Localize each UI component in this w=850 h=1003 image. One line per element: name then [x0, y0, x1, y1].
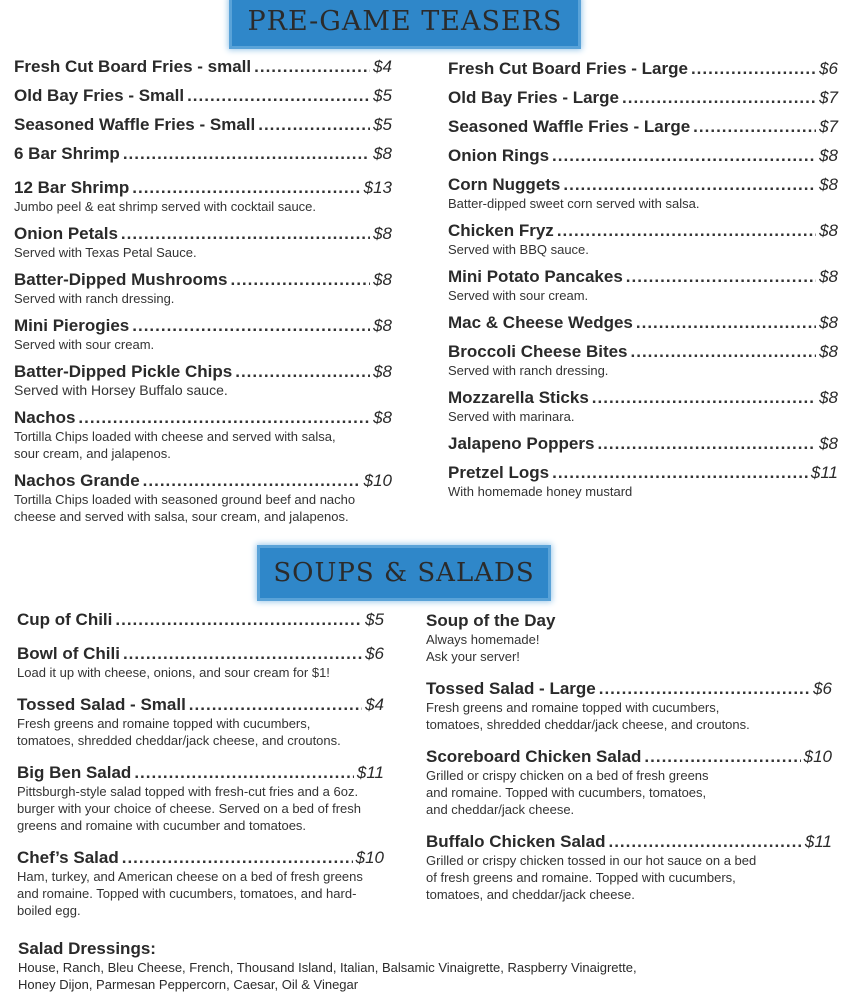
menu-item-description: Served with Horsey Buffalo sauce. — [14, 382, 228, 398]
menu-item — [17, 610, 384, 630]
menu-item-name: Big Ben Salad — [17, 763, 132, 782]
dot-leader — [122, 848, 353, 868]
menu-item-row — [14, 86, 392, 106]
menu-item-row — [14, 144, 392, 164]
dot-leader — [592, 388, 816, 408]
menu-item-name: Seasoned Waffle Fries - Large — [448, 117, 691, 136]
menu-item-price: $8 — [373, 316, 392, 335]
menu-item-row — [448, 146, 838, 166]
dot-leader — [121, 224, 370, 244]
soups-right-column — [426, 611, 832, 917]
dot-leader — [189, 695, 362, 715]
menu-item — [426, 679, 832, 733]
menu-item — [14, 178, 392, 215]
menu-item-row — [448, 221, 838, 241]
menu-item-name: Buffalo Chicken Salad — [426, 832, 606, 851]
menu-item-description: Pittsburgh-style salad topped with fresh-cut fries and a 6oz. burger with your choice of cheese. Served on a bed of fresh greens and romaine with cucumber and tomatoes. — [17, 784, 361, 833]
menu-item-description: Served with sour cream. — [14, 337, 155, 352]
dot-leader — [132, 316, 370, 336]
menu-item-description: With homemade honey mustard — [448, 484, 633, 499]
dot-leader — [563, 175, 816, 195]
menu-item-row — [14, 471, 392, 491]
menu-item-name: Cup of Chili — [17, 610, 113, 629]
dot-leader — [557, 221, 816, 241]
menu-item — [14, 86, 392, 106]
menu-item-row — [17, 610, 384, 630]
menu-item-price: $6 — [819, 59, 838, 78]
menu-item-description: Served with ranch dressing. — [448, 363, 609, 378]
menu-item-description: Load it up with cheese, onions, and sour cream for $1! — [17, 665, 330, 680]
dot-leader — [626, 267, 816, 287]
menu-item-price: $8 — [819, 175, 838, 194]
menu-item-row — [448, 59, 838, 79]
menu-item — [448, 388, 838, 425]
menu-item-description: Served with BBQ sauce. — [448, 242, 589, 257]
menu-item-row — [448, 117, 838, 137]
menu-item — [17, 644, 384, 681]
menu-item-name: Nachos Grande — [14, 471, 140, 490]
menu-item-price: $13 — [363, 178, 392, 197]
dot-leader — [631, 342, 817, 362]
menu-item — [448, 463, 838, 500]
menu-item-price: $8 — [373, 144, 392, 163]
menu-item-row — [448, 175, 838, 195]
menu-item-row — [448, 267, 838, 287]
dot-leader — [230, 270, 370, 290]
menu-item-description: Served with Texas Petal Sauce. — [14, 245, 197, 260]
menu-item-row — [14, 115, 392, 135]
menu-item-description: Grilled or crispy chicken on a bed of fresh greens and romaine. Topped with cucumbers, tomatoes, and cheddar/jack cheese. — [426, 768, 709, 817]
menu-item-price: $4 — [373, 57, 392, 76]
menu-item — [17, 695, 384, 749]
menu-item-name: Mozzarella Sticks — [448, 388, 589, 407]
menu-item-price: $10 — [355, 848, 384, 867]
menu-item — [14, 144, 392, 164]
dot-leader — [693, 117, 816, 137]
menu-item — [14, 115, 392, 135]
menu-item-description: Grilled or crispy chicken tossed in our hot sauce on a bed of fresh greens and romaine. Topped with cucumbers, tomatoes, and cheddar/jack cheese. — [426, 853, 757, 902]
menu-item-price: $4 — [365, 695, 384, 714]
menu-item-price: $11 — [356, 763, 384, 782]
menu-item-price: $8 — [373, 408, 392, 427]
menu-item-name: Jalapeno Poppers — [448, 434, 595, 453]
dot-leader — [599, 679, 810, 699]
menu-item-price: $10 — [803, 747, 832, 766]
menu-item — [14, 57, 392, 77]
dot-leader — [636, 313, 816, 333]
dot-leader — [115, 610, 362, 630]
menu-item-name: Batter-Dipped Pickle Chips — [14, 362, 233, 381]
dot-leader — [644, 747, 800, 767]
dot-leader — [691, 59, 816, 79]
menu-item-price: $8 — [819, 342, 838, 361]
menu-item-name: Tossed Salad - Small — [17, 695, 186, 714]
menu-item-description: Ham, turkey, and American cheese on a bed of fresh greens and romaine. Topped with cucumbers, tomatoes, and hard- boiled egg. — [17, 869, 363, 918]
menu-item-row — [448, 463, 838, 483]
menu-item-name: Broccoli Cheese Bites — [448, 342, 628, 361]
dot-leader — [552, 146, 816, 166]
dot-leader — [622, 88, 816, 108]
menu-item-price: $8 — [819, 434, 838, 453]
menu-item-name: Bowl of Chili — [17, 644, 120, 663]
dot-leader — [597, 434, 816, 454]
menu-item — [17, 763, 384, 834]
dot-leader — [143, 471, 361, 491]
dot-leader — [235, 362, 370, 382]
menu-item-price: $11 — [810, 463, 838, 482]
menu-item-name: Mini Pierogies — [14, 316, 130, 335]
menu-item — [448, 117, 838, 137]
menu-item-description: Tortilla Chips loaded with cheese and served with salsa, sour cream, and jalapenos. — [14, 429, 336, 461]
menu-item-name: 6 Bar Shrimp — [14, 144, 120, 163]
menu-item — [448, 59, 838, 79]
menu-item-description: Always homemade! Ask your server! — [426, 632, 540, 664]
menu-item-price: $8 — [819, 146, 838, 165]
dot-leader — [134, 763, 354, 783]
menu-item-name: Tossed Salad - Large — [426, 679, 596, 698]
menu-item-price: $8 — [373, 270, 392, 289]
section-banner-pre-game-teasers: PRE-GAME TEASERS — [232, 0, 578, 46]
menu-item-row — [426, 747, 832, 767]
dot-leader — [254, 57, 370, 77]
menu-item-row — [17, 644, 384, 664]
menu-item — [448, 434, 838, 454]
menu-item — [448, 267, 838, 304]
soups-salads-section — [0, 610, 850, 933]
menu-item-name: Soup of the Day — [426, 611, 556, 630]
salad-dressings — [0, 939, 838, 1003]
menu-item — [17, 848, 384, 919]
menu-item — [448, 146, 838, 166]
dot-leader — [78, 408, 370, 428]
menu-item-row — [448, 313, 838, 333]
dot-leader — [187, 86, 370, 106]
menu-item-row — [448, 342, 838, 362]
menu-item-row — [426, 832, 832, 852]
menu-item-row — [14, 57, 392, 77]
menu-item-price: $6 — [365, 644, 384, 663]
menu-item-row — [426, 611, 832, 631]
menu-item-row — [448, 388, 838, 408]
menu-item-name: Mini Potato Pancakes — [448, 267, 623, 286]
menu-item-name: Old Bay Fries - Small — [14, 86, 185, 105]
menu-item-name: Corn Nuggets — [448, 175, 561, 194]
menu-item — [14, 408, 392, 462]
dot-leader — [552, 463, 808, 483]
menu-item-description: Served with ranch dressing. — [14, 291, 175, 306]
menu-item-price: $7 — [819, 117, 838, 136]
menu-item-row — [448, 434, 838, 454]
salad-dressings-heading: Salad Dressings: — [18, 939, 156, 958]
menu-item-row — [426, 679, 832, 699]
menu-item-name: Onion Petals — [14, 224, 118, 243]
menu-item-price: $8 — [819, 221, 838, 240]
dot-leader — [132, 178, 360, 198]
teasers-left-column — [14, 57, 392, 534]
menu-item-row — [14, 316, 392, 336]
section-banner-soups-salads: SOUPS & SALADS — [260, 548, 548, 598]
menu-item-price: $5 — [365, 610, 384, 629]
menu-item-row — [17, 848, 384, 868]
menu-item — [448, 313, 838, 333]
menu-item-row — [14, 362, 392, 382]
menu-item-row — [17, 695, 384, 715]
menu-item-price: $10 — [363, 471, 392, 490]
menu-item — [426, 747, 832, 818]
menu-item-price: $8 — [373, 224, 392, 243]
menu-item-row — [14, 178, 392, 198]
menu-item-price: $7 — [819, 88, 838, 107]
soups-left-column — [17, 610, 384, 933]
menu-item-description: Fresh greens and romaine topped with cucumbers, tomatoes, shredded cheddar/jack cheese, and croutons. — [426, 700, 750, 732]
menu-item-row — [14, 408, 392, 428]
menu-item-description: Served with marinara. — [448, 409, 575, 424]
menu-item-price: $6 — [813, 679, 832, 698]
menu-item-name: Onion Rings — [448, 146, 550, 165]
menu-item — [448, 88, 838, 108]
menu-item — [448, 342, 838, 379]
menu-item-name: Fresh Cut Board Fries - Large — [448, 59, 688, 78]
menu-item — [14, 316, 392, 353]
menu-item-price: $8 — [819, 313, 838, 332]
menu-item-name: Scoreboard Chicken Salad — [426, 747, 642, 766]
menu-item — [14, 224, 392, 261]
menu-item-price: $11 — [804, 832, 832, 851]
menu-item — [426, 611, 832, 665]
menu-item-description: Batter-dipped sweet corn served with salsa. — [448, 196, 700, 211]
menu-item-name: Chicken Fryz — [448, 221, 554, 240]
menu-item-price: $5 — [373, 86, 392, 105]
menu-item-name: Seasoned Waffle Fries - Small — [14, 115, 256, 134]
menu-item-name: Chef’s Salad — [17, 848, 119, 867]
menu-item — [14, 471, 392, 525]
menu-item-row — [14, 270, 392, 290]
menu-item-name: Pretzel Logs — [448, 463, 550, 482]
dot-leader — [123, 144, 370, 164]
menu-item-price: $8 — [819, 388, 838, 407]
dot-leader — [258, 115, 370, 135]
menu-item — [14, 362, 392, 399]
menu-item-description: Tortilla Chips loaded with seasoned ground beef and nacho cheese and served with salsa, sour cream, and jalapenos. — [14, 492, 356, 524]
menu-item-price: $8 — [373, 362, 392, 381]
dot-leader — [608, 832, 801, 852]
menu-item-price: $5 — [373, 115, 392, 134]
menu-item-name: 12 Bar Shrimp — [14, 178, 130, 197]
menu-item-name: Old Bay Fries - Large — [448, 88, 619, 107]
menu-item-name: Mac & Cheese Wedges — [448, 313, 633, 332]
menu-item-price: $8 — [819, 267, 838, 286]
menu-item-row — [14, 224, 392, 244]
menu-item-name: Batter-Dipped Mushrooms — [14, 270, 228, 289]
menu-item — [448, 175, 838, 212]
menu-item-description: Jumbo peel & eat shrimp served with cocktail sauce. — [14, 199, 317, 214]
menu-item — [14, 270, 392, 307]
menu-item — [426, 832, 832, 903]
menu-item-row — [448, 88, 838, 108]
menu-item — [448, 221, 838, 258]
teasers-right-column — [448, 59, 838, 509]
menu-item-name: Nachos — [14, 408, 76, 427]
menu-item-row — [17, 763, 384, 783]
pre-game-teasers-section — [0, 57, 850, 534]
menu-item-description: Served with sour cream. — [448, 288, 589, 303]
salad-dressings-list: House, Ranch, Bleu Cheese, French, Thousand Island, Italian, Balsamic Vinaigrette, Raspberry Vinaigrette, Honey Dijon, Parmesan Peppercorn, Caesar, Oil & Vinegar — [18, 960, 637, 992]
menu-item-description: Fresh greens and romaine topped with cucumbers, tomatoes, shredded cheddar/jack cheese, and croutons. — [17, 716, 341, 748]
menu-item-name: Fresh Cut Board Fries - small — [14, 57, 252, 76]
dot-leader — [123, 644, 362, 664]
